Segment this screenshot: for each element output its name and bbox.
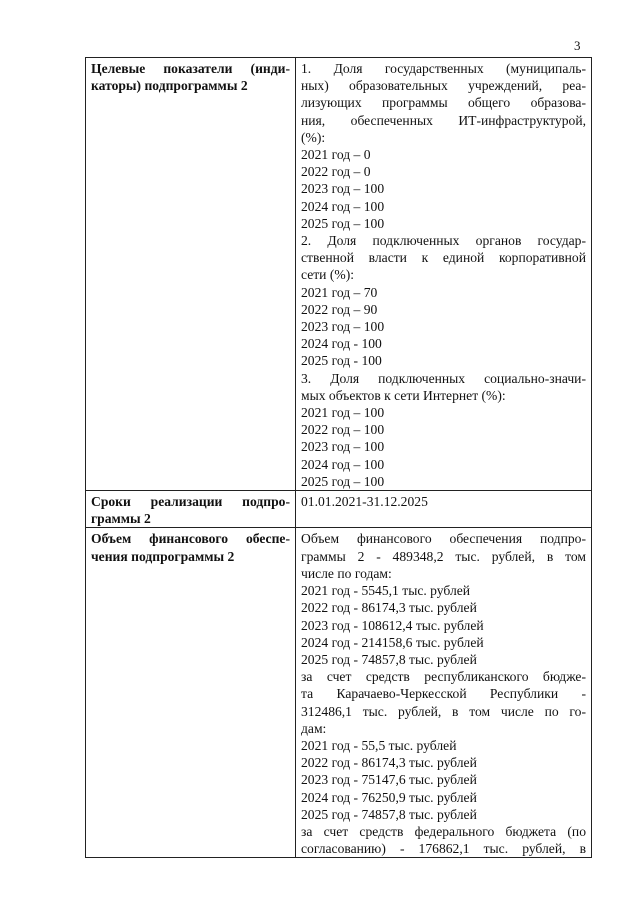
content-line: мых объектов к сети Интернет (%): <box>301 387 506 403</box>
row-label-line: граммы 2 <box>91 511 151 527</box>
content-line: 2025 год – 100 <box>301 215 385 231</box>
content-line: ния, обеспеченных ИТ-инфраструктурой, <box>301 112 586 128</box>
row-label-line: Целевые показатели (инди- <box>91 61 290 76</box>
content-line: 2025 год - 74857,8 тыс. рублей <box>301 651 477 667</box>
content-line: 2024 год - 76250,9 тыс. рублей <box>301 789 477 805</box>
content-line: 2022 год – 0 <box>301 164 371 180</box>
content-line: ственной власти к единой корпоративной <box>301 250 586 266</box>
content-line: 2024 год - 100 <box>301 336 382 352</box>
content-line: согласованию) - 176862,1 тыс. рублей, в <box>301 841 586 857</box>
content-line: 2024 год - 214158,6 тыс. рублей <box>301 634 484 650</box>
content-line: 2025 год - 100 <box>301 353 382 369</box>
content-line: 2022 год – 100 <box>301 422 385 438</box>
content-line: та Карачаево-Черкесской Республики - <box>301 686 586 702</box>
row-label-cell <box>86 528 296 858</box>
content-line: 2023 год – 100 <box>301 439 385 455</box>
content-line: 2023 год – 100 <box>301 181 385 197</box>
table-body <box>86 58 592 858</box>
content-line: числе по годам: <box>301 565 392 581</box>
row-label-line: каторы) подпрограммы 2 <box>91 78 248 94</box>
content-line: 2021 год – 0 <box>301 147 371 163</box>
content-line: (%): <box>301 129 326 145</box>
target-indicators-row <box>86 58 592 491</box>
content-line: 312486,1 тыс. рублей, в том числе по го- <box>301 703 586 719</box>
content-line: 2021 год – 70 <box>301 284 378 300</box>
row-label-cell <box>86 491 296 528</box>
content-line: 2024 год – 100 <box>301 198 385 214</box>
subprogram-passport-table <box>85 57 592 858</box>
content-line: 2021 год - 55,5 тыс. рублей <box>301 737 457 753</box>
content-line: 2. Доля подключенных органов государ- <box>301 233 586 249</box>
content-line: 2024 год – 100 <box>301 456 385 472</box>
content-line: 2022 год - 86174,3 тыс. рублей <box>301 600 477 616</box>
content-line: Объем финансового обеспечения подпро- <box>301 531 586 547</box>
content-line: за счет средств республиканского бюдже- <box>301 669 586 685</box>
content-line: за счет средств федерального бюджета (по <box>301 823 586 839</box>
row-content-cell <box>296 491 592 528</box>
content-line: 01.01.2021-31.12.2025 <box>301 494 428 510</box>
content-line: дам: <box>301 720 327 736</box>
content-line: лизующих программы общего образова- <box>301 95 586 111</box>
content-line: граммы 2 - 489348,2 тыс. рублей, в том <box>301 548 586 564</box>
funding-volume-row <box>86 528 592 858</box>
implementation-period-row <box>86 491 592 528</box>
content-line: 2022 год – 90 <box>301 301 378 317</box>
content-line: 2025 год – 100 <box>301 473 385 489</box>
content-line: 2022 год - 86174,3 тыс. рублей <box>301 755 477 771</box>
content-line: 2023 год - 108612,4 тыс. рублей <box>301 617 484 633</box>
row-content-cell <box>296 528 592 858</box>
content-line: сети (%): <box>301 267 355 283</box>
content-line: 2021 год – 100 <box>301 405 385 421</box>
row-label-line: чения подпрограммы 2 <box>91 548 235 564</box>
content-line: 2023 год - 75147,6 тыс. рублей <box>301 772 477 788</box>
row-label-cell <box>86 58 296 491</box>
row-label-line: Объем финансового обеспе- <box>91 531 290 547</box>
content-line: 1. Доля государственных (муниципаль- <box>301 61 586 76</box>
content-line: 3. Доля подключенных социально-значи- <box>301 370 586 386</box>
content-line: 2023 год – 100 <box>301 319 385 335</box>
row-content-cell <box>296 58 592 491</box>
page-number: 3 <box>574 38 581 53</box>
row-label-line: Сроки реализации подпро- <box>91 494 290 510</box>
content-line: ных) образовательных учреждений, реа- <box>301 78 586 94</box>
content-line: 2025 год - 74857,8 тыс. рублей <box>301 806 477 822</box>
content-line: 2021 год - 5545,1 тыс. рублей <box>301 583 471 599</box>
